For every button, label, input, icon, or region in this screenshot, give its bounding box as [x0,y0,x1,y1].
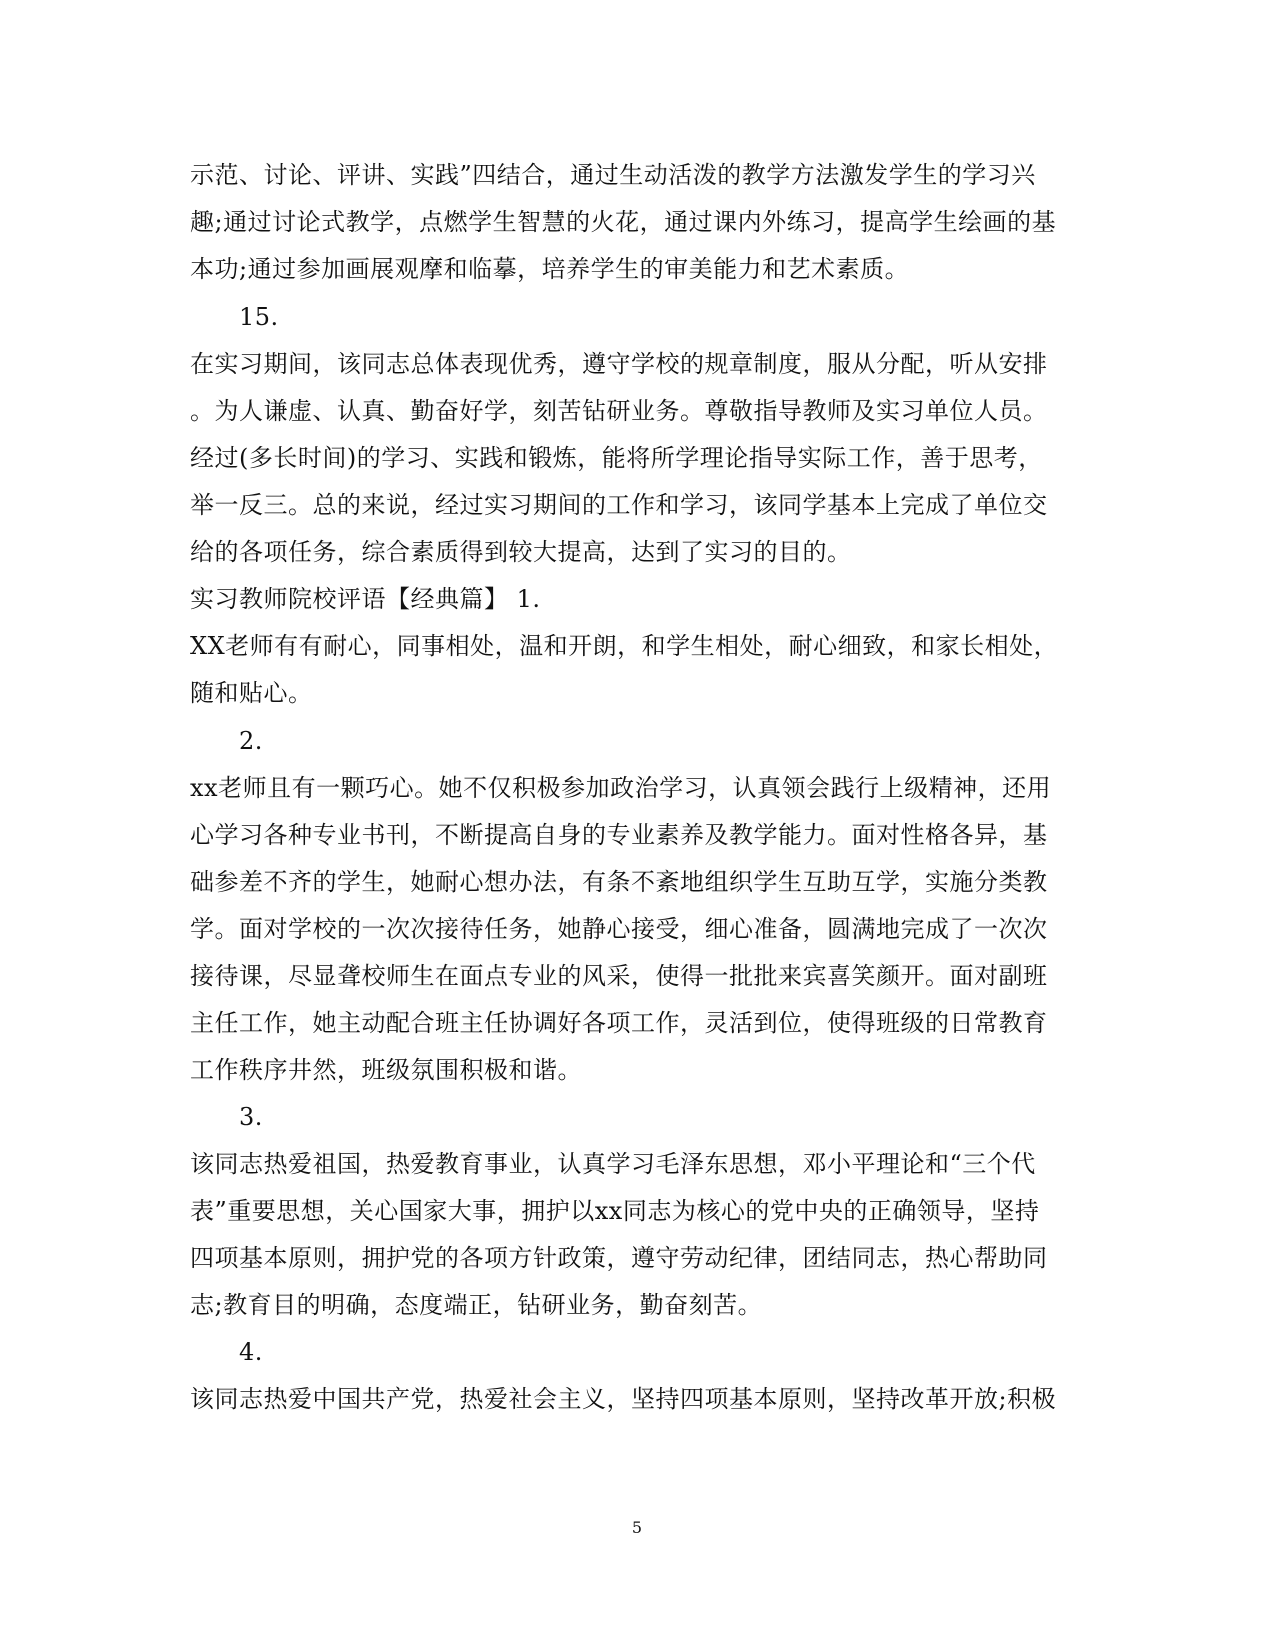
text-line: 经过(多长时间)的学习、实践和锻炼，能将所学理论指导实际工作，善于思考， [190,444,1043,472]
item-number: 3. [239,1103,263,1131]
text-line: 志;教育目的明确，态度端正，钻研业务，勤奋刻苦。 [190,1291,763,1319]
text-line: 该同志热爱中国共产党，热爱社会主义，坚持四项基本原则，坚持改革开放;积极 [190,1385,1057,1413]
item-number: 15. [239,303,279,331]
text-line: 础参差不齐的学生，她耐心想办法，有条不紊地组织学生互助互学，实施分类教 [190,868,1048,896]
text-line: 趣;通过讨论式教学，点燃学生智慧的火花，通过课内外练习，提高学生绘画的基 [190,208,1057,236]
section-heading: 实习教师院校评语【经典篇】 1. [190,585,541,613]
text-line: 学。面对学校的一次次接待任务，她静心接受，细心准备，圆满地完成了一次次 [190,915,1048,943]
item-number: 4. [239,1338,263,1366]
text-line: 四项基本原则，拥护党的各项方针政策，遵守劳动纪律，团结同志，热心帮助同 [190,1244,1048,1272]
text-line: 表”重要思想，关心国家大事，拥护以xx同志为核心的党中央的正确领导，坚持 [190,1197,1040,1225]
text-line: 随和贴心。 [190,679,313,707]
text-line: 举一反三。总的来说，经过实习期间的工作和学习，该同学基本上完成了单位交 [190,491,1048,519]
text-line: 工作秩序井然，班级氛围积极和谐。 [190,1056,582,1084]
text-line: 示范、讨论、评讲、实践”四结合，通过生动活泼的教学方法激发学生的学习兴 [190,161,1036,189]
text-line: 心学习各种专业书刊，不断提高自身的专业素养及教学能力。面对性格各异，基 [190,821,1048,849]
item-number: 2. [239,727,263,755]
text-line: 主任工作，她主动配合班主任协调好各项工作，灵活到位，使得班级的日常教育 [190,1009,1048,1037]
text-line: 。为人谦虚、认真、勤奋好学，刻苦钻研业务。尊敬指导教师及实习单位人员。 [190,397,1048,425]
text-line: xx老师且有一颗巧心。她不仅积极参加政治学习，认真领会践行上级精神，还用 [190,774,1052,802]
page-number: 5 [631,1518,643,1537]
text-line: 在实习期间，该同志总体表现优秀，遵守学校的规章制度，服从分配，听从安排 [190,350,1048,378]
text-line: 该同志热爱祖国，热爱教育事业，认真学习毛泽东思想，邓小平理论和“三个代 [190,1150,1036,1178]
text-line: 本功;通过参加画展观摩和临摹，培养学生的审美能力和艺术素质。 [190,255,910,283]
text-line: XX老师有有耐心，同事相处，温和开朗，和学生相处，耐心细致，和家长相处， [190,632,1059,660]
text-line: 给的各项任务，综合素质得到较大提高，达到了实习的目的。 [190,538,852,566]
text-line: 接待课，尽显聋校师生在面点专业的风采，使得一批批来宾喜笑颜开。面对副班 [190,962,1048,990]
